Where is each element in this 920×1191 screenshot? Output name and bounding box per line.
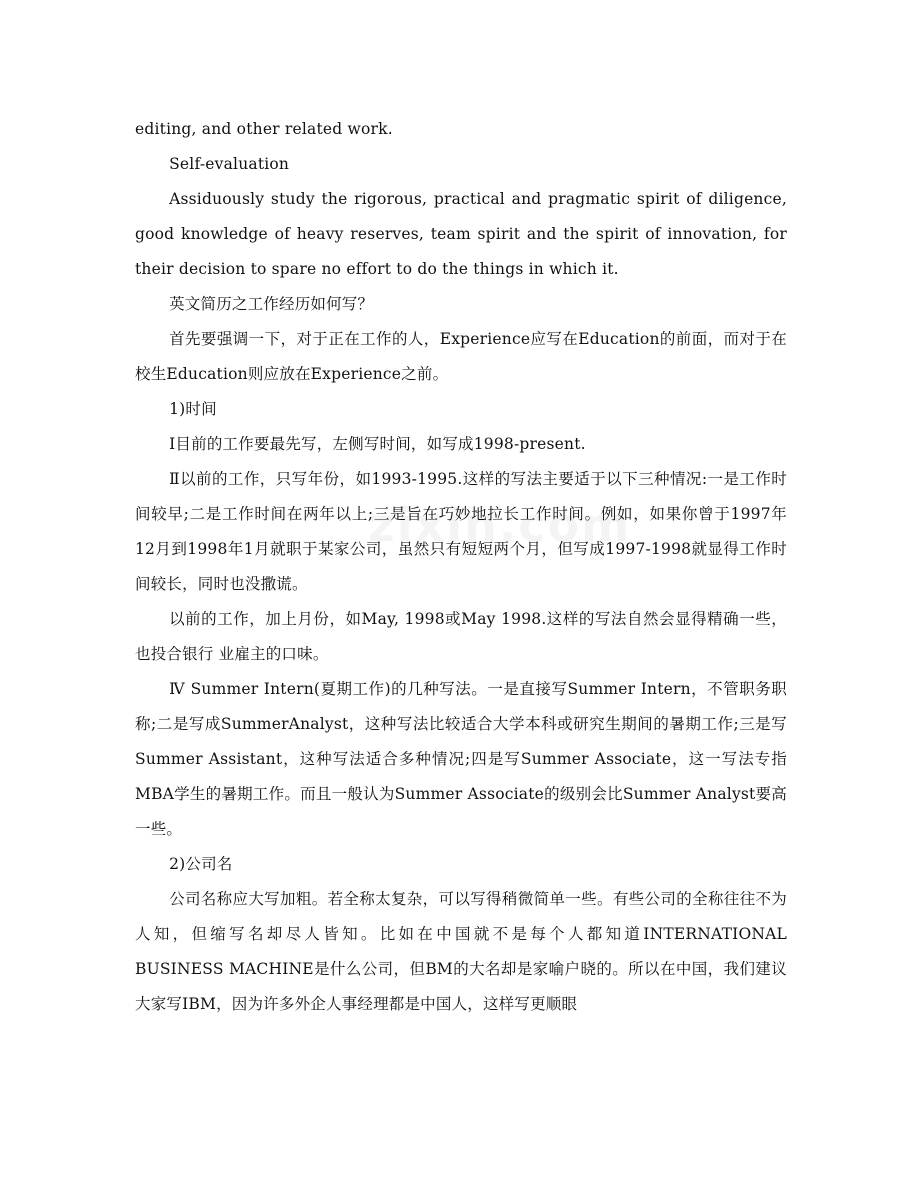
heading-self-evaluation: Self-evaluation (169, 155, 290, 173)
paragraph: editing, and other related work. (135, 120, 393, 138)
heading-company-name: 2)公司名 (169, 855, 233, 873)
paragraph: 以前的工作，加上月份，如May, 1998或May 1998.这样的写法自然会显得精确一些，也投合银行 业雇主的口味。 (135, 610, 787, 663)
heading-time: 1)时间 (169, 400, 217, 418)
paragraph: Ⅰ目前的工作要最先写，左侧写时间，如写成1998-present. (169, 435, 586, 453)
paragraph: Ⅱ以前的工作，只写年份，如1993-1995.这样的写法主要适于以下三种情况:一是工作时间较早;二是工作时间在两年以上;三是旨在巧妙地拉长工作时间。例如，如果你曾于1997年12月到1998年1月就职于某家公司，虽然只有短短两个月，但写成1997-1998就显得工作时间较长，同时也没撒谎。 (135, 470, 787, 593)
paragraph: Ⅳ Summer Intern(夏期工作)的几种写法。一是直接写Summer Intern，不管职务职称;二是写成SummerAnalyst，这种写法比较适合大学本科或研究生期间的暑期工作;三是写Summer Assistant，这种写法适合多种情况;四是写Summer Associate，这一写法专指MBA学生的暑期工作。而且一般认为Summer Associate的级别会比Summer Analyst要高一些。 (135, 680, 787, 838)
heading-work-experience: 英文简历之工作经历如何写？ (169, 295, 374, 313)
document-body (135, 112, 787, 1022)
paragraph: 公司名称应大写加粗。若全称太复杂，可以写得稍微简单一些。有些公司的全称往往不为人知，但缩写名却尽人皆知。比如在中国就不是每个人都知道INTERNATIONAL BUSINESS MACHINE是什么公司，但BM的大名却是家喻户晓的。所以在中国，我们建议大家写IBM，因为许多外企人事经理都是中国人，这样写更顺眼 (135, 890, 787, 1013)
paragraph: 首先要强调一下，对于正在工作的人，Experience应写在Education的前面，而对于在校生Education则应放在Experience之前。 (135, 330, 787, 383)
paragraph: Assiduously study the rigorous, practical and pragmatic spirit of diligence, good knowledge of heavy reserves, team spirit and the spirit of innovation, for their decision to spare no effort to do the things in which it. (135, 190, 787, 278)
